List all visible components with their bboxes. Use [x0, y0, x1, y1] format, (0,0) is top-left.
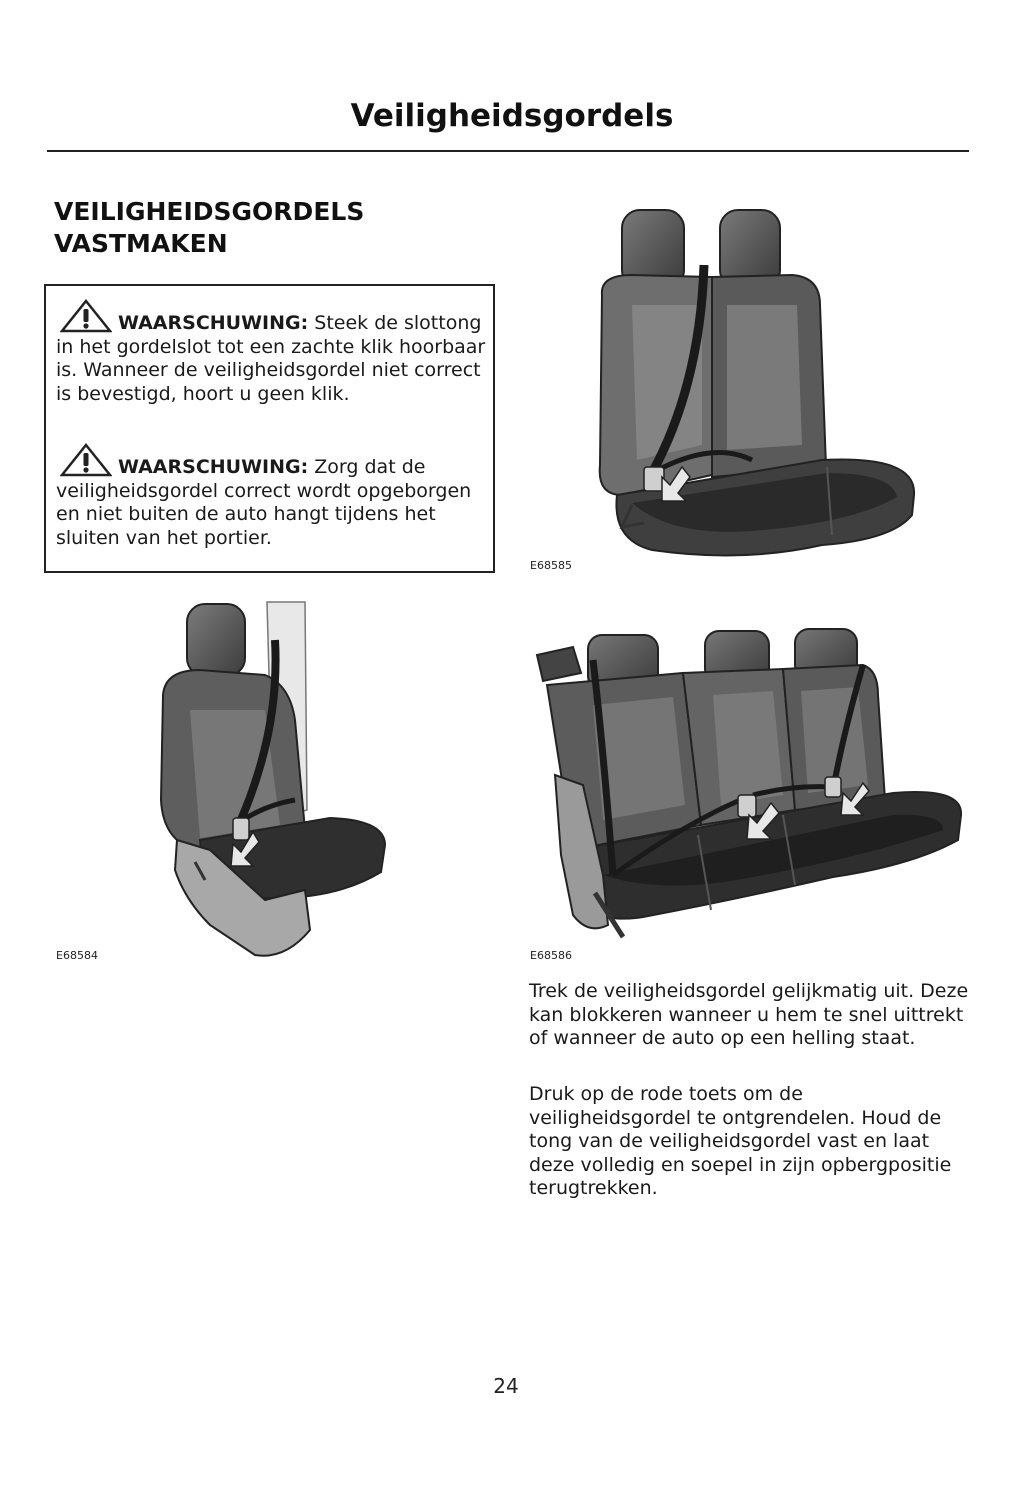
page-number: 24	[493, 1374, 519, 1398]
warning-1	[56, 299, 488, 406]
figure-code-2: E68584	[56, 949, 98, 962]
warning-triangle-icon	[60, 299, 112, 333]
warning-2-text: Zorg dat de veiligheidsgordel correct wordt opgeborgen en niet buiten de auto hangt tijdens het sluiten van het portier.	[56, 456, 472, 549]
warning-2	[56, 443, 488, 550]
warning-1-text: Steek de slottong in het gordelslot tot een zachte klik hoorbaar is. Wanneer de veiligheidsgordel niet correct is bevestigd, hoort u geen klik.	[56, 312, 486, 405]
figure-driver-seat	[155, 600, 390, 960]
figure-code-3: E68586	[530, 949, 572, 962]
section-heading	[54, 196, 474, 260]
warning-1-lead: WAARSCHUWING:	[118, 312, 309, 334]
double-seat-belt-illustration-icon	[592, 205, 917, 565]
figure-code-1: E68585	[530, 559, 572, 572]
figure-double-seat	[592, 205, 917, 565]
header-divider	[47, 150, 969, 152]
warning-2-lead: WAARSCHUWING:	[118, 456, 309, 478]
figure-rear-bench	[533, 625, 965, 943]
rear-bench-belt-illustration-icon	[533, 625, 965, 943]
section-heading-line-2: VASTMAKEN	[54, 229, 228, 258]
section-heading-line-1: VEILIGHEIDSGORDELS	[54, 197, 365, 226]
paragraph-2: Druk op de rode toets om de veiligheidsgordel te ontgrendelen. Houd de tong van de veiligheidsgordel vast en laat deze volledig en soepel in zijn opbergpositie terugtrekken.	[529, 1083, 952, 1199]
page-title: Veiligheidsgordels	[350, 98, 674, 134]
driver-seat-belt-illustration-icon	[155, 600, 390, 960]
paragraph-1: Trek de veiligheidsgordel gelijkmatig uit. Deze kan blokkeren wanneer u hem te snel uittrekt of wanneer de auto op een helling staat.	[529, 980, 969, 1049]
warning-triangle-icon	[60, 443, 112, 477]
warning-box	[44, 284, 495, 573]
